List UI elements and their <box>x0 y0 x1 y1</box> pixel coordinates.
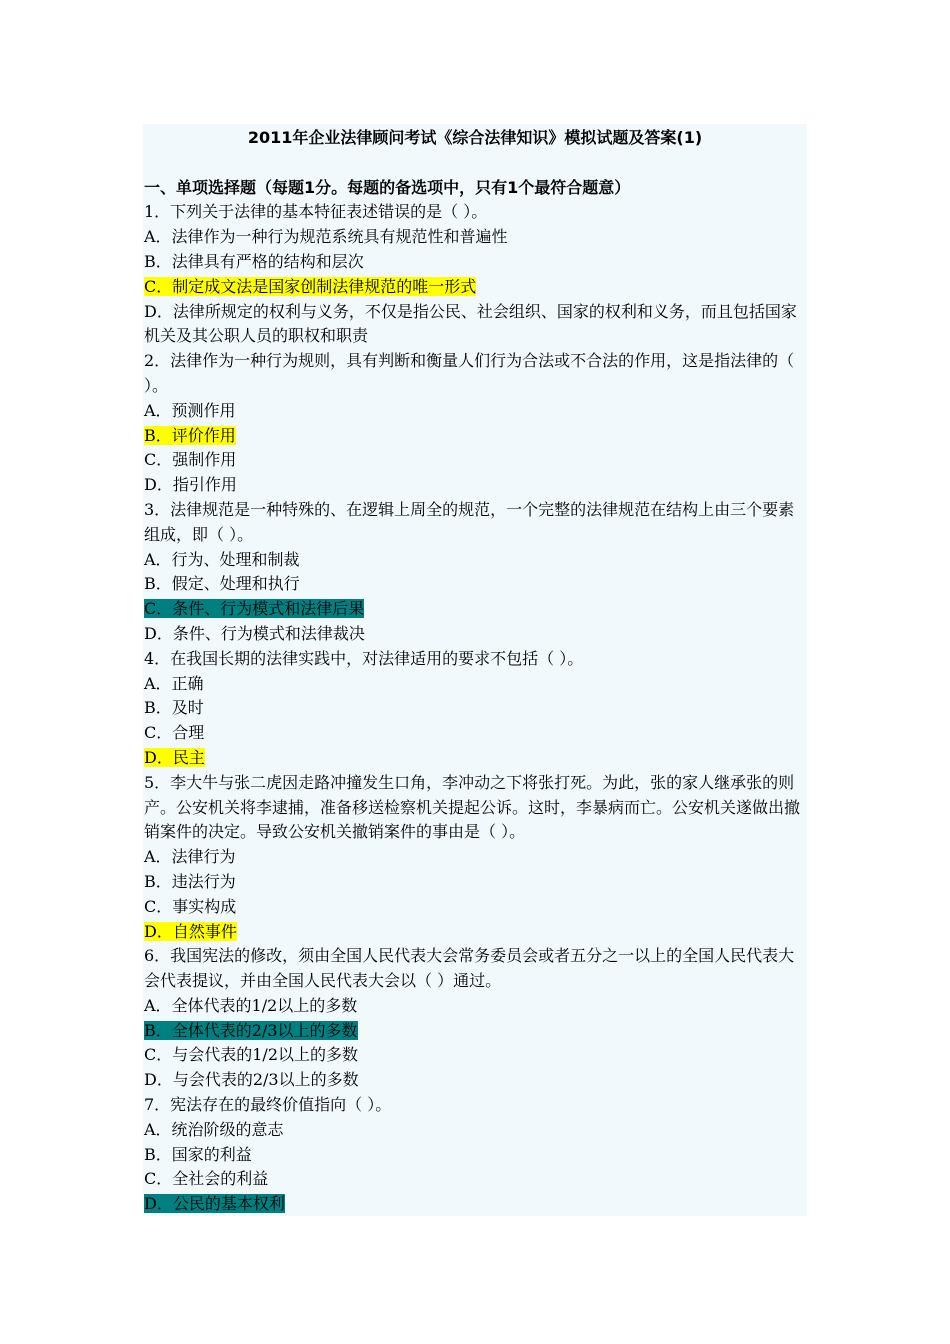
answer-option: D．条件、行为模式和法律裁决 <box>144 623 365 643</box>
answer-option <box>144 424 806 449</box>
question-text: 3．法律规范是一种特殊的、在逻辑上周全的规范，一个完整的法律规范在结构上由三个要素组成，即（ ）。 <box>144 499 795 544</box>
answer-option: D．指引作用 <box>144 475 237 495</box>
answer-option: D．法律所规定的权利与义务，不仅是指公民、社会组织、国家的权利和义务，而且包括国家机关及其公职人员的职权和职责 <box>144 301 797 346</box>
answer-option: B．及时 <box>144 698 204 718</box>
highlighted-answer: D．公民的基本权利 <box>144 1194 285 1214</box>
answer-option <box>144 746 806 771</box>
answer-option: C．强制作用 <box>144 450 237 470</box>
highlighted-answer: C．制定成文法是国家创制法律规范的唯一形式 <box>144 276 477 296</box>
highlighted-answer: C．条件、行为模式和法律后果 <box>144 599 365 619</box>
document-title: 2011年企业法律顾问考试《综合法律知识》模拟试题及答案(1) <box>247 128 703 147</box>
answer-option: B．国家的利益 <box>144 1144 252 1164</box>
question-text: 7．宪法存在的最终价值指向（ ）。 <box>144 1095 392 1115</box>
document-body <box>144 124 806 1217</box>
answer-option: A．全体代表的1/2以上的多数 <box>144 995 358 1015</box>
question-text: 6．我国宪法的修改，须由全国人民代表大会常务委员会或者五分之一以上的全国人民代表大会代表提议，并由全国人民代表大会以（ ）通过。 <box>144 946 795 991</box>
blank-line <box>144 151 806 176</box>
highlighted-answer: D．自然事件 <box>144 921 237 941</box>
question-list <box>144 200 806 1217</box>
answer-option: C．合理 <box>144 723 205 743</box>
answer-option: A．行为、处理和制裁 <box>144 549 300 569</box>
question-text: 1．下列关于法律的基本特征表述错误的是（ ）。 <box>144 202 488 222</box>
answer-option: B．法律具有严格的结构和层次 <box>144 251 364 271</box>
answer-option: B．假定、处理和执行 <box>144 574 300 594</box>
highlighted-answer: B．全体代表的2/3以上的多数 <box>144 1020 358 1040</box>
question-text: 5．李大牛与张二虎因走路冲撞发生口角，李冲动之下将张打死。为此，张的家人继承张的则产。公安机关将李逮捕，准备移送检察机关提起公诉。这时，李暴病而亡。公安机关遂做出撤销案件的决定。导致公安机关撤销案件的事由是（ ）。 <box>144 772 801 842</box>
answer-option: C．与会代表的1/2以上的多数 <box>144 1045 358 1065</box>
answer-option: A．法律行为 <box>144 847 236 867</box>
answer-option: C．全社会的利益 <box>144 1169 269 1189</box>
answer-option: A．预测作用 <box>144 400 236 420</box>
question-text: 4．在我国长期的法律实践中，对法律适用的要求不包括（ ）。 <box>144 648 584 668</box>
answer-option: A．统治阶级的意志 <box>144 1119 284 1139</box>
answer-option <box>144 597 806 622</box>
question-text: 2．法律作为一种行为规则，具有判断和衡量人们行为合法或不合法的作用，这是指法律的（ ）。 <box>144 351 795 395</box>
answer-option <box>144 920 806 945</box>
answer-option: A．法律作为一种行为规范系统具有规范性和普遍性 <box>144 227 508 247</box>
highlighted-answer: B．评价作用 <box>144 425 236 445</box>
answer-option: A．正确 <box>144 673 204 693</box>
answer-option <box>144 1192 806 1217</box>
answer-option: D．与会代表的2/3以上的多数 <box>144 1070 359 1090</box>
section-heading: 一、单项选择题（每题1分。每题的备选项中，只有1个最符合题意） <box>144 177 631 197</box>
answer-option: B．违法行为 <box>144 871 236 891</box>
answer-option <box>144 1019 806 1044</box>
highlighted-answer: D．民主 <box>144 747 205 767</box>
answer-option <box>144 275 806 300</box>
answer-option: C．事实构成 <box>144 896 237 916</box>
